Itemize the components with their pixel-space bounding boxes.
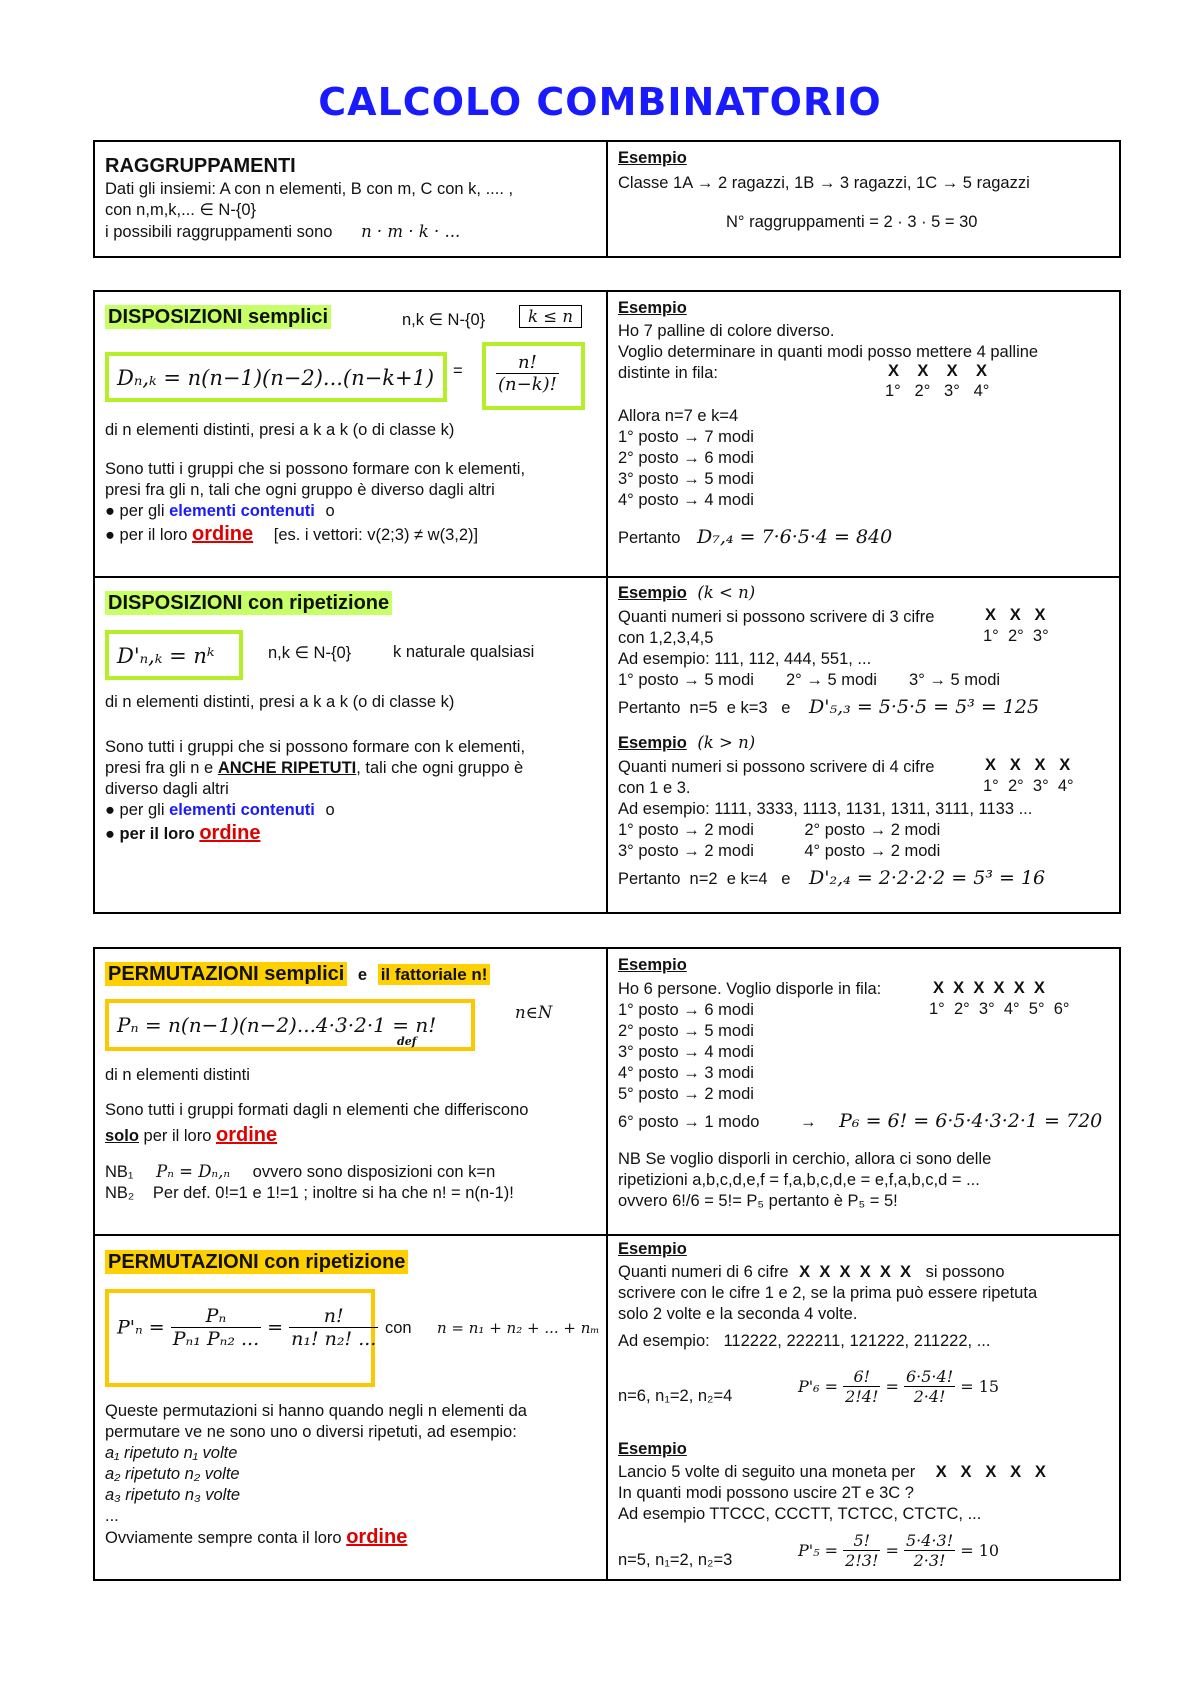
disposizioni-section <box>93 290 1121 914</box>
fraction-denominator: 2!3! <box>845 1551 879 1570</box>
permutazioni-ripetizione-text2: permutare ve ne sono uno o diversi ripetuti, ad esempio: <box>105 1423 517 1441</box>
permutazioni-ripetizione-formula-box <box>105 1289 375 1387</box>
example-text: Ho 7 palline di colore diverso. <box>618 322 835 340</box>
raggruppamenti-example-line2: N° raggruppamenti = 2 · 3 · 5 = 30 <box>726 213 978 231</box>
position-markers: X X X X X X <box>933 979 1045 997</box>
example-result-label: Pertanto n=5 e k=3 e <box>618 699 791 717</box>
disposizioni-ripetizione-condition: n,k ∈ N-{0} <box>268 644 352 662</box>
con-label: con <box>385 1319 412 1337</box>
example-step: 2° posto → 5 modi <box>618 1022 754 1040</box>
permutazioni-ripetizione-text1: Queste permutazioni si hanno quando negli n elementi da <box>105 1402 527 1420</box>
fraction-denominator: (n−k)! <box>498 374 557 395</box>
bullet-text: ● per gli <box>105 801 165 819</box>
example-text: Ad esempio: 111, 112, 444, 551, ... <box>618 650 872 668</box>
raggruppamenti-line1: Dati gli insiemi: A con n elementi, B con m, C con k, .... , <box>105 180 514 198</box>
page-title: CALCOLO COMBINATORIO <box>318 80 882 124</box>
text: Ovviamente sempre conta il loro <box>105 1529 342 1547</box>
disposizioni-semplici-formula: Dₙ,ₖ = n(n−1)(n−2)...(n−k+1) <box>117 366 435 390</box>
example-text: distinte in fila: <box>618 364 718 382</box>
example-text: Quanti numeri di 6 cifre <box>618 1263 789 1281</box>
arrow: → <box>800 1113 817 1131</box>
highlight-ordine: ordine <box>192 523 254 545</box>
raggruppamenti-formula: n · m · k · ... <box>361 222 461 241</box>
divider <box>606 949 608 1579</box>
example-text: Ad esempio: 112222, 222211, 121222, 211222, ... <box>618 1332 991 1350</box>
permutazioni-semplici-heading: PERMUTAZIONI semplici <box>105 962 347 986</box>
formula-lhs: P'ₙ = <box>117 1316 165 1339</box>
example-step: 4° posto → 4 modi <box>618 491 754 509</box>
disposizioni-semplici-description: di n elementi distinti, presi a k a k (o di classe k) <box>105 421 455 439</box>
position-labels: 1° 2° 3° <box>983 627 1049 645</box>
raggruppamenti-section <box>93 140 1121 258</box>
nb-text: ovvero 6!/6 = 5!= P₅ pertanto è P₅ = 5! <box>618 1192 898 1210</box>
fraction-denominator: n₁! n₂! ... <box>291 1328 377 1350</box>
bullet-text: ● per il loro <box>105 825 195 843</box>
example-text: si possono <box>925 1263 1005 1281</box>
position-markers: X X X X X X <box>799 1263 912 1281</box>
example-step: 5° posto → 2 modi <box>618 1085 754 1103</box>
bullet-text: o <box>325 801 335 819</box>
example-result: D'₅,₃ = 5·5·5 = 5³ = 125 <box>809 696 1040 718</box>
example-step: 2° posto → 6 modi <box>618 449 754 467</box>
fraction-denominator: 2·4! <box>913 1387 946 1406</box>
disposizioni-ripetizione-text1: Sono tutti i gruppi che si possono formare con k elementi, <box>105 738 526 756</box>
example-text: solo 2 volte e la seconda 4 volte. <box>618 1305 858 1323</box>
example-step: 4° posto → 3 modi <box>618 1064 754 1082</box>
example-text: In quanti modi possono uscire 2T e 3C ? <box>618 1484 914 1502</box>
divider <box>606 142 608 256</box>
example-condition: (k < n) <box>697 583 756 602</box>
example-text: scrivere con le cifre 1 e 2, se la prima può essere ripetuta <box>618 1284 1038 1302</box>
example-label: Esempio <box>618 1240 687 1258</box>
example-step: 3° posto → 4 modi <box>618 1043 754 1061</box>
position-markers: X X X <box>985 606 1046 624</box>
fraction-denominator: Pₙ₁ Pₙ₂ ... <box>172 1328 260 1350</box>
divider <box>95 576 1119 578</box>
disposizioni-ripetizione-description: di n elementi distinti, presi a k a k (o di classe k) <box>105 693 455 711</box>
disposizioni-ripetizione-text3: diverso dagli altri <box>105 780 229 798</box>
divider <box>95 1234 1119 1236</box>
disposizioni-semplici-condition-box: k ≤ n <box>519 305 582 328</box>
example-step: 1° posto → 6 modi <box>618 1001 754 1019</box>
fraction-numerator: 5·4·3! <box>905 1531 954 1550</box>
nb1-formula: Pₙ = Dₙ,ₙ <box>156 1162 231 1181</box>
example-label: Esempio <box>618 956 687 974</box>
example-result-label: Pertanto <box>618 529 681 547</box>
text: , tali che ogni gruppo è <box>356 759 524 777</box>
example-label: Esempio <box>618 149 687 167</box>
highlight-elementi-contenuti: elementi contenuti <box>169 801 315 819</box>
example-step: 3° posto → 5 modi <box>618 470 754 488</box>
bullet-text: ● per gli <box>105 502 165 520</box>
nb1-text: ovvero sono disposizioni con k=n <box>252 1163 496 1181</box>
highlight-ordine: ordine <box>215 1124 278 1146</box>
vector-example: [es. i vettori: v(2;3) ≠ w(3,2)] <box>273 526 479 544</box>
position-markers: X X X X <box>888 362 988 380</box>
example-label: Esempio <box>618 584 687 602</box>
formula-lhs: P'₆ = <box>798 1377 839 1396</box>
example-text: Ho 6 persone. Voglio disporle in fila: <box>618 980 882 998</box>
repetition-item: a₃ ripetuto n₃ volte <box>105 1486 241 1504</box>
nb2-text: Per def. 0!=1 e 1!=1 ; inoltre si ha che n! = n(n-1)! <box>152 1184 514 1202</box>
fattoriale-heading: il fattoriale n! <box>378 964 491 985</box>
bullet-text: o <box>325 502 335 520</box>
example-label: Esempio <box>618 1440 687 1458</box>
position-labels: 1° 2° 3° 4° 5° 6° <box>929 1000 1070 1018</box>
disposizioni-ripetizione-heading: DISPOSIZIONI con ripetizione <box>105 591 392 615</box>
highlight-anche-ripetuti: ANCHE RIPETUTI <box>217 759 357 777</box>
raggruppamenti-example-line1: Classe 1A → 2 ragazzi, 1B → 3 ragazzi, 1C → 5 ragazzi <box>618 174 1030 192</box>
example-label: Esempio <box>618 734 687 752</box>
fraction-numerator: 5! <box>843 1531 880 1551</box>
example-values: n=5, n₁=2, n₂=3 <box>618 1551 733 1569</box>
permutazioni-ripetizione-heading: PERMUTAZIONI con ripetizione <box>105 1250 408 1274</box>
nb-text: NB Se voglio disporli in cerchio, allora ci sono delle <box>618 1150 992 1168</box>
disposizioni-ripetizione-formula-box <box>105 630 243 680</box>
example-step: 1° posto → 7 modi <box>618 428 754 446</box>
repetition-item: a₁ ripetuto n₁ volte <box>105 1444 238 1462</box>
permutazioni-semplici-condition: n∈N <box>515 1003 553 1022</box>
fraction-numerator: Pₙ <box>171 1305 261 1328</box>
position-markers: X X X X X <box>935 1463 1046 1481</box>
equals-sign: = <box>453 362 463 380</box>
example-result: D₇,₄ = 7·6·5·4 = 840 <box>696 526 893 548</box>
example-label: Esempio <box>618 299 687 317</box>
position-labels: 1° 2° 3° 4° <box>983 777 1074 795</box>
highlight-ordine: ordine <box>346 1526 408 1548</box>
permutazioni-semplici-text1: Sono tutti i gruppi formati dagli n elementi che differiscono <box>105 1101 529 1119</box>
example-step: 6° posto → 1 modo <box>618 1113 760 1131</box>
conjunction: e <box>357 966 368 984</box>
fraction-numerator: n! <box>496 352 559 374</box>
example-text: 3° posto → 2 modi 4° posto → 2 modi <box>618 842 941 860</box>
highlight-ordine: ordine <box>199 822 261 844</box>
disposizioni-semplici-fraction-box <box>482 342 585 410</box>
example-text: 1° posto → 5 modi 2° → 5 modi 3° → 5 modi <box>618 671 1001 689</box>
example-text: Quanti numeri si possono scrivere di 4 cifre <box>618 758 935 776</box>
example-text: Voglio determinare in quanti modi posso mettere 4 palline <box>618 343 1039 361</box>
example-text: Ad esempio: 1111, 3333, 1113, 1131, 1311, 3111, 1133 ... <box>618 800 1033 818</box>
disposizioni-ripetizione-condition2: k naturale qualsiasi <box>393 643 535 661</box>
equals-sign: = <box>267 1316 284 1339</box>
nb1-label: NB₁ <box>105 1163 134 1181</box>
ellipsis: ... <box>105 1507 119 1525</box>
fraction-numerator: n! <box>289 1305 378 1328</box>
permutazioni-semplici-description: di n elementi distinti <box>105 1066 250 1084</box>
permutazioni-section: PERMUTAZIONI semplici e il fattoriale n! Pₙ = n(n−1)(n−2)...4·3·2·1 = n! def n∈N di n elementi distinti Sono tutti i gruppi formati dagli n elementi che differiscono solo per il loro ordine NB₁ Pₙ = Dₙ,ₙ ovvero sono disposizioni con k=n NB₂ Per def. 0!=1 e 1!=1 ; inoltre si ha che n! = n(n-1)! Esempio Ho 6 persone. Voglio disporle in fila: 1° posto → 6 modi 2° posto → 5 modi 3° posto → 4 modi 4° posto → 3 modi 5° posto → 2 modi 6° posto → 1 modo → P₆ = 6! = 6·5·4·3·2·1 = 720 NB Se voglio disporli in cerchio, allora ci sono delle ripetizioni a,b,c,d,e,f = f,a,b,c,d,e = e,f,a,b,c,d = ... ovvero 6!/6 = 5!= P₅ pertanto è P₅ = 5! X X X X X X 1° 2° 3° 4° 5° 6° PERMUTAZIONI con ripetizione P'ₙ = $\frac{\text{Pₙ}}{\text{Pₙ₁ Pₙ₂ ...}}$ = $\frac{n!}{\text{n₁! n₂! ...}}$ con n = n₁ + n₂ + ... + nₘ Queste permutazioni si hanno quando negli n elementi da permutare ve ne sono uno o diversi ripetuti, ad esempio: a₁ ripetuto n₁ volte a₂ ripetuto n₂ volte a₃ ripetuto n₃ volte ... Ovviamente sempre conta il loro ordine Esempio Quanti numeri di 6 cifre X X X X X X si possono scrivere con le cifre 1 e 2, se la prima può essere ripetuta solo 2 volte e la seconda 4 volte. Ad esempio: 112222, 222211, 121222, 211222, ... n=6, n₁=2, n₂=4 P'₆ = $\frac{6!}{2!4!}$ = $\frac{6\cdot 5\cdot 4!}{2\cdot 4!}$ = 15 Esempio Lancio 5 volte di seguito una moneta per X X X X X In quanti modi possono uscire 2T e 3C ? Ad esempio TTCCC, CCCTT, TCTCC, CTCTC, ... n=5, n₁=2, n₂=3 P'₅ = $\frac{5!}{2!3!}$ = $\frac{5\cdot 4\cdot 3!}{2\cdot 3!}$ = 10 <box>93 947 1121 1581</box>
example-text: con 1 e 3. <box>618 779 691 797</box>
disposizioni-semplici-text2: presi fra gli n, tali che ogni gruppo è diverso dagli altri <box>105 481 495 499</box>
disposizioni-ripetizione-formula: D'ₙ,ₖ = nᵏ <box>117 644 215 668</box>
example-text: Quanti numeri si possono scrivere di 3 cifre <box>618 608 935 626</box>
permutazioni-semplici-formula: Pₙ = n(n−1)(n−2)...4·3·2·1 = n! <box>117 1013 437 1037</box>
text: per il loro <box>143 1127 212 1145</box>
disposizioni-semplici-formula-box <box>105 352 447 402</box>
example-text: 1° posto → 2 modi 2° posto → 2 modi <box>618 821 941 839</box>
formula-lhs: P'₅ = <box>798 1541 839 1560</box>
fraction-numerator: 6! <box>843 1367 880 1387</box>
divider <box>606 292 608 912</box>
position-markers: X X X X <box>985 756 1071 774</box>
example-text: Ad esempio TTCCC, CCCTT, TCTCC, CTCTC, ... <box>618 1505 982 1523</box>
example-condition: (k > n) <box>697 733 756 752</box>
fraction-denominator: 2·3! <box>913 1551 946 1570</box>
example-text: con 1,2,3,4,5 <box>618 629 714 647</box>
raggruppamenti-line2: con n,m,k,... ∈ N-{0} <box>105 201 257 219</box>
example-values: n=6, n₁=2, n₂=4 <box>618 1387 733 1405</box>
disposizioni-semplici-text1: Sono tutti i gruppi che si possono formare con k elementi, <box>105 460 526 478</box>
disposizioni-semplici-heading: DISPOSIZIONI semplici <box>105 305 331 329</box>
raggruppamenti-heading: RAGGRUPPAMENTI <box>105 155 296 177</box>
nb-text: ripetizioni a,b,c,d,e,f = f,a,b,c,d,e = e,f,a,b,c,d = ... <box>618 1171 980 1189</box>
repetition-item: a₂ ripetuto n₂ volte <box>105 1465 240 1483</box>
permutazioni-ripetizione-condition: n = n₁ + n₂ + ... + nₘ <box>437 1319 600 1337</box>
example-result: D'₂,₄ = 2·2·2·2 = 5³ = 16 <box>809 867 1046 889</box>
position-labels: 1° 2° 3° 4° <box>885 382 990 400</box>
permutazioni-semplici-formula-box <box>105 999 475 1051</box>
nb2-label: NB₂ <box>105 1184 135 1202</box>
disposizioni-semplici-condition: n,k ∈ N-{0} <box>402 311 486 329</box>
example-text: Lancio 5 volte di seguito una moneta per <box>618 1463 916 1481</box>
example-result: = 10 <box>960 1541 1000 1560</box>
highlight-solo: solo <box>105 1127 139 1145</box>
fraction-denominator: 2!4! <box>845 1387 879 1406</box>
example-text: Allora n=7 e k=4 <box>618 407 739 425</box>
highlight-elementi-contenuti: elementi contenuti <box>169 502 315 520</box>
example-result: = 15 <box>960 1377 1000 1396</box>
raggruppamenti-line3: i possibili raggruppamenti sono <box>105 223 333 241</box>
text: presi fra gli n e <box>105 759 214 777</box>
bullet-text: ● per il loro <box>105 526 188 544</box>
fraction-numerator: 6·5·4! <box>905 1367 954 1386</box>
def-label: def <box>397 1035 417 1048</box>
example-result: P₆ = 6! = 6·5·4·3·2·1 = 720 <box>839 1110 1103 1132</box>
example-result-label: Pertanto n=2 e k=4 e <box>618 870 791 888</box>
